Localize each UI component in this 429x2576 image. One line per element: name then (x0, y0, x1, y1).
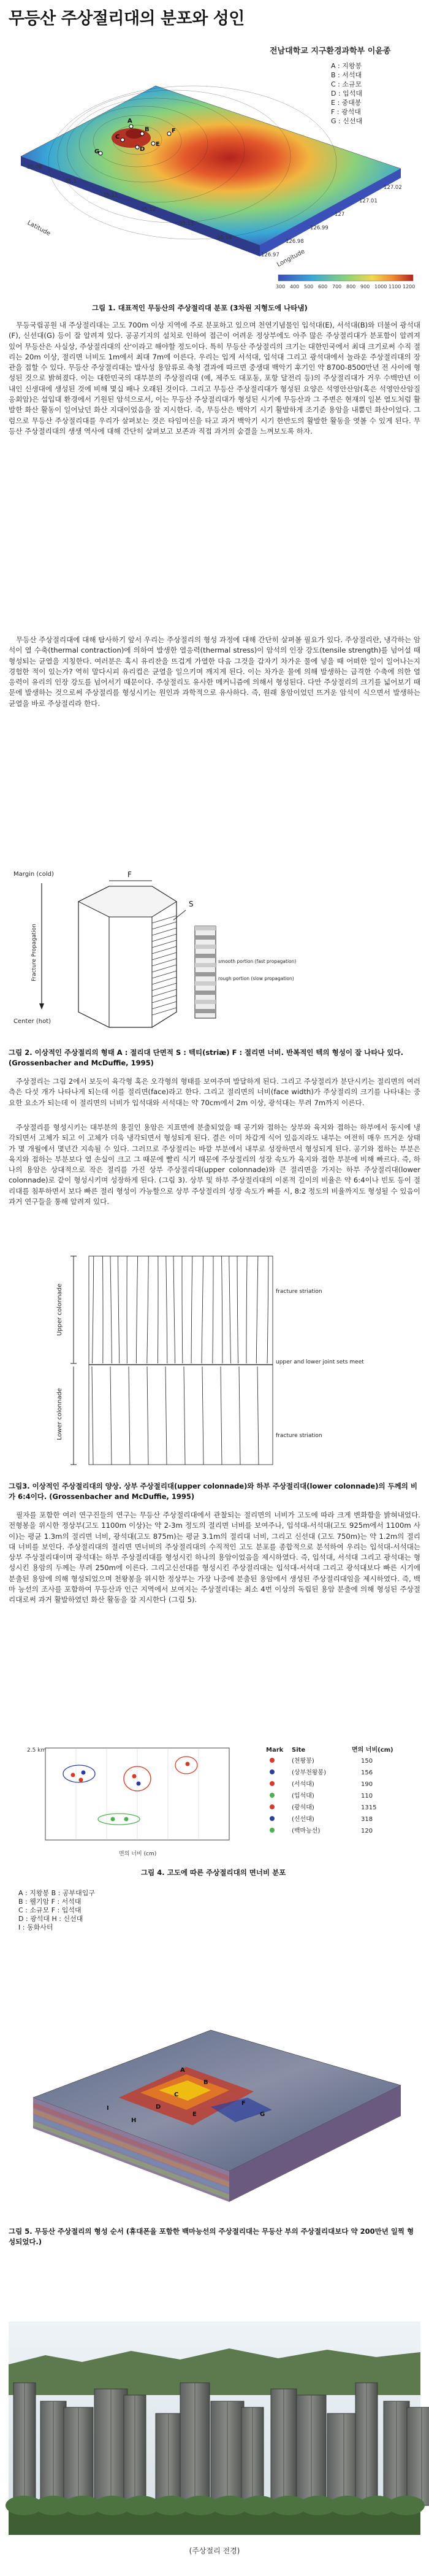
svg-text:F: F (241, 2100, 246, 2107)
legend-mark (270, 1816, 275, 1821)
svg-text:C: C (115, 134, 120, 140)
legend-item: D : 입석대 (331, 90, 363, 98)
author-line: 전남대학교 지구환경과학부 이윤종 (270, 47, 391, 56)
figure-2-caption: 그림 2. 이상적인 주상절리의 형태 A : 절리대 단면적 S : 텍티(striæ) F : 절리면 너비. 반복적인 텍의 형성이 잘 나타나 있다. (Grossenbacher and McDuffie, 1995) (9, 1048, 404, 1067)
data-point (111, 1817, 115, 1822)
legend-header-mark: Mark (266, 1747, 284, 1754)
svg-text:C: C (174, 2091, 179, 2098)
legend-width: 1315 (361, 1804, 377, 1811)
scale-tick-label: 900 (360, 284, 370, 289)
label-smooth: smooth portion (fast propagation) (218, 959, 297, 964)
figure-6-photo-columnar-joints (9, 2321, 420, 2535)
figure-5-eruption-sequence (9, 1993, 420, 2220)
lon-tick-label: 127.01 (359, 198, 378, 204)
legend-item: F : 광석대 (331, 108, 361, 116)
legend-item: C : 소규모 (331, 80, 362, 88)
lon-tick-label: 126.97 (261, 252, 279, 258)
lon-tick-label: 127 (335, 212, 345, 218)
svg-text:H: H (131, 2117, 137, 2124)
legend-item: C : 소규모 F : 입석대 (18, 1906, 82, 1914)
legend-width: 156 (361, 1769, 373, 1776)
legend-item: E : 중대봉 (331, 99, 362, 107)
paragraph-3: 주상절리는 그림 2에서 보듯이 육각형 혹은 오각형의 형태를 보여주며 발달하게 된다. 그리고 주상절리가 분단시키는 절리면의 여러 측은 다섯 개가 나타나게 되는데 이를 절리면(face)라고 한다. 그리고 절리면의 너비(face width)가 주상절리의 크기를 나타내는 중요한 요소가 되는데 이 절리면의 너비가 입석대와 서석대는 약 70cm에서 2m 이상, 광석대는 무려 7m까지 이른다. (9, 1077, 420, 1107)
svg-text:A: A (180, 2067, 185, 2074)
figure-3-colonnade-diagram (37, 1244, 364, 1477)
lat-tick-label: 35.1 (65, 178, 77, 185)
legend-header-site: Site (292, 1747, 306, 1754)
figure-6-caption: (주상절리 전경) (189, 2547, 240, 2555)
scale-tick-label: 700 (332, 284, 342, 289)
legend-site: (입석대) (292, 1793, 314, 1800)
lat-tick-label: 35.14 (217, 235, 232, 241)
data-point (82, 1771, 86, 1775)
svg-text:B: B (145, 126, 150, 133)
paragraph-1: 무등국립공원 내 주상절리대는 고도 700m 이상 지역에 주로 분포하고 있으며 천연기념물인 입석대(E), 서석대(B)와 더불어 광석대(F), 신선대(G) 등이 잘 알려져 있다. 공공기지의 설치로 인하여 접근이 어려운 정상부에도 아주 많은 주상절리대가 분포함이 알려져 있어 무등산은 사실상, 주상절리대의 산'이라고 해야할 정도이다. 특히 무등산 주상절리의 크기는 대한민국에서 최대 크기로써 수직 절리는 20m 이상, 절리면 너비도 1m에서 최대 7m에 이른다. 우리는 입게 서석대, 입석대 그리고 광석대에서 놀라운 주상절리대의 장관을 접할 수 있다. 무등산 주상절리대는 발사성 용암류로 축청 결과에 따르면 중생대 백악기 후기인 약 8700-8500만년 전 사이에 형성된 것으로 밝혀졌다. 이는 대한민국의 대부분의 주상절리대 (예, 제주도 대포동, 포항 달전리 등)의 주상절리대가 거우 수백만년 이내인 신생대에 생성된 것에 비해 몇십 배나 오래된 것이다. 그리고 무등산 주상절리대가 형성된 요양은 석영안산암(혹은 석영안산암질 응회암)은 섭입대 환경에서 기원된 암석으로서, 이는 무등산 주상절리대가 형성된 시기에 무등산과 그 주변은 현재의 일본 열도처럼 활발한 화산 활동이 일어났던 화산 지대이었음을 잘 지시한다. 즉, 무등산은 백악기 시기 활발하게 조기준 용암을 내뿜던 화산이었다. 그럼으로 무등산 주상절리대를 우리가 살펴보는 것은 타임머신을 타고 과거 백악기 시기 한반도의 활발한 활동을 엿볼 수 있게 된다. 무등산 주상절리대의 생생 역사에 대해 간단히 살펴보고 보존과 직접 과거의 숨결을 느껴보도록 하자. (9, 321, 421, 435)
svg-text:I: I (107, 2105, 109, 2112)
lon-tick-label: 126.99 (310, 225, 328, 231)
legend-item: A : 지왕봉 (331, 62, 362, 70)
label-striation-bottom: fracture striation (276, 1433, 322, 1439)
legend-item: B : 웰기암 F : 서석대 (18, 1898, 82, 1906)
legend-width: 150 (361, 1758, 373, 1765)
data-point (186, 1762, 190, 1766)
svg-text:E: E (192, 2111, 197, 2118)
paragraph-5: 필자를 포함한 여러 연구진들의 연구는 무등산 주상절리대에서 관찰되는 절리면의 너비가 고도에 따라 크게 변화함을 밝혀내었다. 전형봉을 위시한 정상부(고도 1100m 이상)는 약 2-3m 정도의 절리면 너비를 보여주나, 입석대-서석대(고도 925m에서 1100m 사이)는 평균 1.3m의 절리면 너비, 광석대(고도 875m)는 평균 3.1m의 절리대 너비, 그리고 신선대 (고도 750m)는 약 1.2m의 절리대 너비를 보인다. 주상절리대의 절리면 면너비의 주상절리대의 수직적인 고도 분포를 종합적으로 분석하여 우리는 입석대-서석대는 상부 주상절리대이며 광석대는 하부 주상절리대를 형성시킨 하나의 용암이었음을 제시하였다. 즉, 입석대, 서석대 그리고 광석대는 형성시킨 용암의 두께는 무려 250m에 이른다. 그리고신선대를 형성시킨 주상절리대는 입석대-서석대 그리고 광석대보다 빠른 시기에 분출된 용암에 의해 형성되었으며 천왕봉을 위시한 정상부는 가장 나중에 분출된 용암에서 생성된 주상절리대임을 제시하였다. 즉, 백마 능선의 조사를 포함하여 무등산과 인근 지역에서 보여지는 주상절리대는 최소 4번 이상의 독립된 용암 분출에 의해 형성된 주상절리대로써 과거 활발하였던 화산 활동을 잘 지시한다 (그림 5). (9, 1511, 420, 1604)
rock-column (407, 2407, 429, 2505)
label-joint-meet: upper and lower joint sets meet (276, 1359, 364, 1365)
figure-1-caption: 그림 1. 대표적인 무등산의 주상절리대 분포 (3차원 지형도에 나타냄) (92, 304, 308, 312)
legend-site: (광석대) (292, 1804, 314, 1811)
legend-mark (270, 1828, 275, 1833)
legend-item: B : 서석대 (331, 71, 362, 79)
figure-4-width-scatter (9, 1742, 420, 1865)
lat-tick-label: 35.11 (103, 193, 118, 199)
svg-text:G: G (260, 2111, 265, 2118)
legend-width: 190 (361, 1781, 373, 1788)
svg-text:A: A (127, 118, 132, 125)
paragraph-2: 무등산 주상절리대에 대해 탐사하기 앞서 우리는 주상절리의 형성 과정에 대해 간단히 살펴볼 필요가 있다. 주상절리란, 냉각하는 암석이 열 수축(thermal contraction)에 의하여 발생한 열응력(thermal stress)이 암석의 인장 강도(tensile strength)를 넘어설 때 형성되는 균열을 지칭한다. 여러분은 혹시 유리잔을 뜨겁게 가열한 다음 그것을 갑자기 차가운 물에 넣을 때 어떠한 일이 일어나는지 경험한 적이 있는가? 역히 말다시피 유리컵은 균열을 일으키며 깨지게 된다. 이는 차가운 물에 의해 발생하는 급격한 수축에 의한 열 응력이 유리의 인장 강도를 넘어서기 때문이다. 주상절리도 유사한 메커니즘에 의해서 형성된다. 다만 주상절리의 크기를 넓어보기 때문에 발생하는 것으로써 주상절리를 형성시키는 원인과 과학적으로 유사하다. 즉, 원래 용암이었던 뜨거운 암석이 식으면서 발생하는 균열을 바로 주상절리라 한다. (9, 635, 420, 708)
legend-site: (상부천왕봉) (292, 1769, 327, 1776)
label-lower-colonnade: Lower colonnade (56, 1388, 63, 1440)
paragraph-4: 주상절리를 형성시키는 대부분의 용질인 용암은 지표면에 분출되었을 때 공기와 접하는 상부와 육지와 접하는 하부에서 동시에 냉각되면서 고체가 되고 이 고체가 더욱 냉각되면서 형성되게 된다. 결은 이미 차갑게 식어 있음지라도 내부는 여전히 매우 뜨거운 상태가 몇 개월에서 몇년간 지속될 수 있다. 그러므로 주상절리는 바깥 부분에서 내부로 성장하면서 형성되게 된다. 공기와 접하는 부분은 육지와 접하는 부분보다 열 손실이 크고 그 때문에 빨리 식기 때문에 주상절리의 성장 속도가 육지와 접한 부분에 비해 빠르다. 즉, 하나의 용암은 상대적으로 작은 절리를 가진 상부 주상절리대(upper colonnade)와 큰 절리면을 가지는 하부 주상절리대(lower colonnade)로 같이 형성시키며 성장하게 된다. (그림 3). 상부 및 하부 주상절리대의 이론적 길이의 비율은 약 6:4이나 빈토 등이 절리대를 침투하면서 보다 빠른 절리 형성이 가능할으로 상부 주상절리의 성장 속도가 빠를 시, 8:2 정도의 비율까지도 형성될 수 있음이 과거 연구들을 통해 알려져 있다. (9, 1123, 420, 1206)
legend-mark (270, 1793, 275, 1798)
svg-text:D: D (156, 2104, 161, 2110)
lat-tick-label: 35.13 (179, 221, 194, 227)
axis-latitude-label: Latitude (26, 219, 52, 237)
scale-tick-label: 1200 (403, 284, 416, 289)
page-title: 무등산 주상절리대의 분포와 성인 (9, 9, 245, 28)
legend-item: I : 동화사터 (18, 1923, 53, 1931)
legend-header-width: 면의 너비(cm) (352, 1747, 393, 1754)
label-F: F (127, 870, 132, 879)
svg-text:B: B (203, 2079, 208, 2086)
legend-item: D : 광석대 H : 신선대 (18, 1915, 83, 1923)
legend-site: (서석대) (292, 1781, 314, 1788)
lon-tick-label: 126.98 (286, 239, 304, 245)
lat-tick-label: 35.12 (141, 207, 156, 213)
label-striation-top: fracture striation (276, 1289, 322, 1295)
label-rough: rough portion (slow propagation) (218, 976, 294, 981)
figure-3-caption: 그림3. 이상적인 주상절리대의 양상. 상부 주상절리대(upper colonnade)와 하부 주상절리대(lower colonnade)의 두께의 비가 6:4이다. (Grossenbacher and McDuffie, 1995) (9, 1482, 418, 1501)
y-axis-label: 2.5 km (27, 1747, 47, 1754)
label-margin: Margin (cold) (13, 871, 54, 878)
scale-tick-label: 1000 (374, 284, 387, 289)
data-point (71, 1773, 75, 1777)
scale-tick-label: 500 (304, 284, 314, 289)
label-S: S (189, 900, 194, 908)
label-upper-colonnade: Upper colonnade (56, 1283, 63, 1336)
legend-mark (270, 1769, 275, 1774)
data-point (132, 1774, 137, 1779)
scale-tick-label: 400 (290, 284, 300, 289)
figure-2-column-diagram (11, 859, 297, 1043)
lon-tick-label: 127.02 (384, 185, 402, 191)
legend-width: 318 (361, 1816, 373, 1823)
axis-longitude-label: Longitude (276, 248, 306, 269)
legend-width: 120 (361, 1828, 373, 1834)
data-point (137, 1782, 141, 1786)
legend-mark (270, 1758, 275, 1763)
scale-tick-label: 600 (318, 284, 328, 289)
legend-site: (천왕봉) (292, 1758, 314, 1765)
label-propagation: Fracture Propagation (31, 924, 37, 981)
figure-5-caption: 그림 5. 무등산 주상절리의 형성 순서 (휴대폰을 포함한 백마능선의 주상절리대는 무등산 부의 주상절리대보다 약 200만년 일찍 형성되었다.) (9, 2227, 414, 2246)
svg-text:F: F (172, 128, 176, 134)
legend-item: G : 신선대 (331, 117, 363, 125)
scale-tick-label: 1100 (389, 284, 401, 289)
elevation-scale-bar (278, 275, 413, 281)
legend-site: (백마능선) (292, 1828, 321, 1834)
data-point (124, 1817, 129, 1822)
data-point (79, 1778, 83, 1782)
legend-mark (270, 1781, 275, 1786)
svg-text:E: E (156, 141, 160, 148)
legend-item: A : 지왕봉 B : 공부대입구 (18, 1889, 95, 1897)
scale-tick-label: 300 (276, 284, 286, 289)
svg-text:D: D (140, 146, 145, 153)
svg-text:G: G (94, 148, 100, 155)
legend-site: (신선대) (292, 1816, 314, 1823)
lat-tick-label: 35.09 (27, 164, 42, 171)
legend-mark (270, 1804, 275, 1809)
figure-5-legend (18, 1889, 95, 1932)
scale-tick-label: 800 (346, 284, 356, 289)
x-axis-label: 면의 너비 (cm) (119, 1851, 157, 1857)
legend-width: 110 (361, 1793, 373, 1800)
figure-4-caption: 그림 4. 고도에 따른 주상절리대의 면너비 분포 (141, 1868, 286, 1877)
figure-1-legend (331, 61, 362, 126)
label-center: Center (hot) (13, 1018, 51, 1025)
